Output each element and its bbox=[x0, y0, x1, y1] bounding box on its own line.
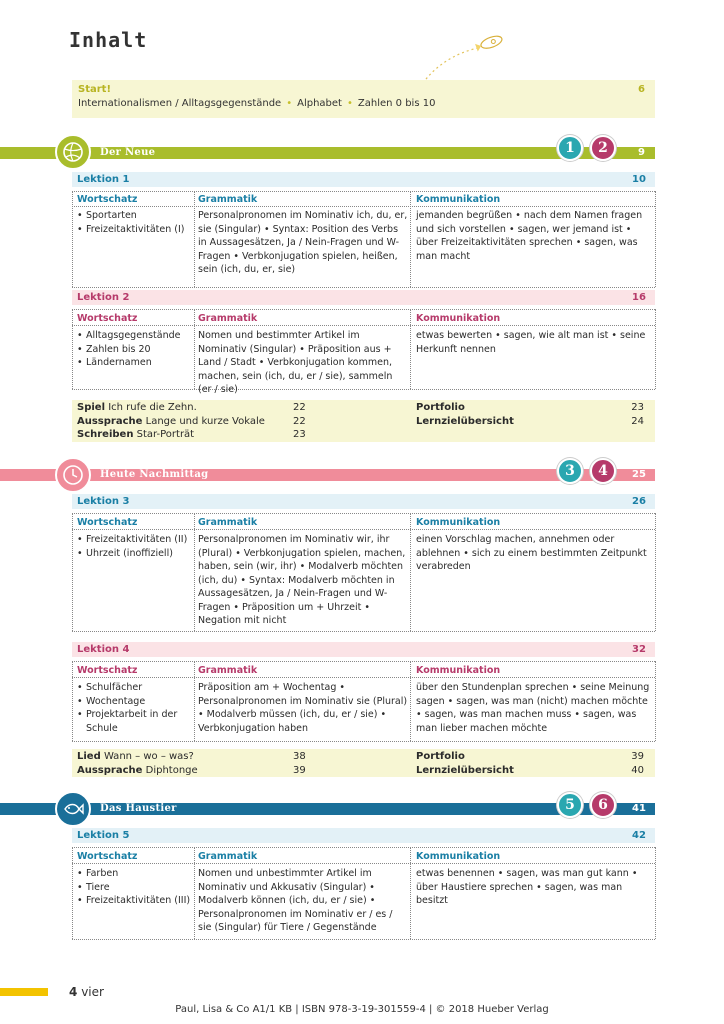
divider bbox=[194, 661, 195, 741]
lesson-page: 42 bbox=[632, 830, 646, 841]
list-item: • Schulfächer bbox=[76, 681, 192, 695]
fish-icon bbox=[55, 791, 91, 827]
extras-item: Spiel Ich rufe die Zehn. 22 bbox=[77, 402, 306, 413]
divider bbox=[194, 191, 195, 287]
chapter-number: 3 bbox=[557, 458, 583, 484]
extras-item: Portfolio 39 bbox=[416, 751, 644, 762]
lesson-title: Lektion 1 bbox=[77, 174, 130, 185]
column-header-kommunikation: Kommunikation bbox=[416, 665, 501, 676]
unit-page: 9 bbox=[638, 147, 645, 158]
list-item: • Farben bbox=[76, 867, 192, 881]
grammatik-cell: Nomen und unbestimmter Artikel im Nominativ und Akkusativ (Singular) • Modalverb können (ich, du, er / sie) • Personalpronomen im Nominativ er / es / sie (Singular) für Tiere / Gegenstände bbox=[198, 868, 393, 933]
grammatik-cell: Nomen und bestimmter Artikel im Nominativ (Singular) • Präposition aus + Land / Stadt • Verbkonjugation kommen, machen, sein (ich, du, er / sie), sammeln (er / sie) bbox=[198, 330, 393, 395]
divider bbox=[72, 206, 655, 207]
list-item: • Sportarten bbox=[76, 209, 192, 223]
chapter-number: 5 bbox=[557, 792, 583, 818]
divider bbox=[72, 847, 73, 939]
chapter-number: 2 bbox=[590, 135, 616, 161]
wortschatz-cell bbox=[76, 209, 192, 236]
extras-item: Portfolio 23 bbox=[416, 402, 644, 413]
column-header-kommunikation: Kommunikation bbox=[416, 194, 501, 205]
lesson-header bbox=[72, 290, 655, 305]
divider bbox=[72, 309, 655, 310]
start-item: Alphabet bbox=[297, 98, 342, 109]
kommunikation-cell: etwas benennen • sagen, was man gut kann • über Haustiere sprechen • sagen, was man besitzt bbox=[416, 868, 638, 906]
clock-icon bbox=[55, 457, 91, 493]
list-item: • Freizeitaktivitäten (II) bbox=[76, 533, 192, 547]
copyright-note: Paul, Lisa & Co A1/1 KB | ISBN 978-3-19-301559-4 | © 2018 Hueber Verlag bbox=[175, 1004, 549, 1015]
chapter-number: 6 bbox=[590, 792, 616, 818]
divider bbox=[655, 309, 656, 389]
lesson-page: 10 bbox=[632, 174, 646, 185]
column-header-kommunikation: Kommunikation bbox=[416, 517, 501, 528]
divider bbox=[72, 529, 655, 530]
divider bbox=[72, 309, 73, 389]
list-item: • Wochentage bbox=[76, 695, 192, 709]
list-item: • Alltagsgegenstände bbox=[76, 329, 192, 343]
column-header-grammatik: Grammatik bbox=[198, 194, 258, 205]
start-label: Start! bbox=[78, 84, 112, 95]
column-header-wortschatz: Wortschatz bbox=[77, 517, 138, 528]
column-header-grammatik: Grammatik bbox=[198, 517, 258, 528]
column-header-kommunikation: Kommunikation bbox=[416, 313, 501, 324]
divider bbox=[72, 325, 655, 326]
wortschatz-cell bbox=[76, 533, 192, 560]
divider bbox=[72, 661, 73, 741]
divider bbox=[72, 191, 655, 192]
divider bbox=[655, 661, 656, 741]
extras-item: Lied Wann – wo – was? 38 bbox=[77, 751, 306, 762]
divider bbox=[72, 939, 655, 940]
lesson-title: Lektion 4 bbox=[77, 644, 130, 655]
divider bbox=[655, 513, 656, 631]
column-header-grammatik: Grammatik bbox=[198, 313, 258, 324]
list-item: • Projektarbeit in der Schule bbox=[76, 708, 192, 735]
grammatik-cell: Präposition am + Wochentag • Personalpronomen im Nominativ sie (Plural) • Modalverb müssen (ich, du, er / sie) • Verbkonjugation haben bbox=[198, 682, 408, 734]
footer-accent-bar bbox=[0, 988, 48, 996]
column-header-kommunikation: Kommunikation bbox=[416, 851, 501, 862]
lesson-page: 16 bbox=[632, 292, 646, 303]
extras-item: Lernzielübersicht 24 bbox=[416, 415, 644, 427]
divider bbox=[72, 513, 73, 631]
list-item: • Ländernamen bbox=[76, 356, 192, 370]
kommunikation-cell: über den Stundenplan sprechen • seine Meinung sagen • sagen, was man (nicht) machen möchte • sagen, was man machen muss • sagen, was man lieber machen möchte bbox=[416, 682, 650, 734]
lesson-title: Lektion 5 bbox=[77, 830, 130, 841]
unit-title: Der Neue bbox=[100, 147, 156, 158]
list-item: • Tiere bbox=[76, 881, 192, 895]
list-item: • Freizeitaktivitäten (III) bbox=[76, 894, 192, 908]
extras-item: Lernzielübersicht 40 bbox=[416, 764, 644, 776]
divider bbox=[194, 309, 195, 389]
column-header-grammatik: Grammatik bbox=[198, 665, 258, 676]
extras-item: Schreiben Star-Porträt 23 bbox=[77, 429, 306, 440]
column-header-wortschatz: Wortschatz bbox=[77, 194, 138, 205]
list-item: • Freizeitaktivitäten (I) bbox=[76, 223, 192, 237]
page-number: 4 vier bbox=[69, 985, 104, 999]
unit-title: Das Haustier bbox=[100, 803, 177, 814]
divider bbox=[410, 661, 411, 741]
column-header-wortschatz: Wortschatz bbox=[77, 313, 138, 324]
grammatik-cell: Personalpronomen im Nominativ ich, du, er, sie (Singular) • Syntax: Position des Verbs in Aussagesätzen, Ja / Nein-Fragen und W-Fragen • Verbkonjugation spielen, heißen, sein (ich, du, er, sie) bbox=[198, 210, 408, 275]
kommunikation-cell: jemanden begrüßen • nach dem Namen fragen und sich vorstellen • sagen, wer jemand ist • über Freizeitaktivitäten sprechen • sagen, was man macht bbox=[416, 210, 643, 262]
divider bbox=[410, 191, 411, 287]
grammatik-cell: Personalpronomen im Nominativ wir, ihr (Plural) • Verbkonjugation spielen, machen, haben, sein (wir, ihr) • Modalverb möchten (ich, du) • Syntax: Modalverb möchten in Aussagesätzen, Ja / Nein-Fragen und W-Fragen • Präposition um + Uhrzeit • Negation mit nicht bbox=[198, 534, 406, 626]
lesson-header bbox=[72, 828, 655, 843]
wortschatz-cell bbox=[76, 329, 192, 370]
divider bbox=[72, 661, 655, 662]
divider bbox=[72, 513, 655, 514]
divider bbox=[655, 191, 656, 287]
list-item: • Uhrzeit (inoffiziell) bbox=[76, 547, 192, 561]
divider bbox=[194, 513, 195, 631]
lesson-title: Lektion 2 bbox=[77, 292, 130, 303]
lesson-page: 26 bbox=[632, 496, 646, 507]
divider bbox=[72, 631, 655, 632]
divider bbox=[72, 847, 655, 848]
lesson-title: Lektion 3 bbox=[77, 496, 130, 507]
start-items: Internationalismen / Alltagsgegenstände • Alphabet • Zahlen 0 bis 10 bbox=[78, 98, 436, 109]
start-item: Internationalismen / Alltagsgegenstände bbox=[78, 98, 282, 109]
divider bbox=[410, 513, 411, 631]
extras-right bbox=[416, 750, 652, 777]
volleyball-icon bbox=[55, 134, 91, 170]
divider bbox=[655, 847, 656, 939]
kommunikation-cell: einen Vorschlag machen, annehmen oder ablehnen • sich zu einem bestimmten Zeitpunkt verabreden bbox=[416, 534, 647, 572]
divider bbox=[194, 847, 195, 939]
lesson-header bbox=[72, 494, 655, 509]
extras-left bbox=[77, 401, 307, 442]
wortschatz-cell bbox=[76, 681, 192, 735]
chapter-number: 4 bbox=[590, 458, 616, 484]
divider bbox=[72, 741, 655, 742]
unit-title: Heute Nachmittag bbox=[100, 469, 209, 480]
list-item: • Zahlen bis 20 bbox=[76, 343, 192, 357]
column-header-grammatik: Grammatik bbox=[198, 851, 258, 862]
chapter-number: 1 bbox=[557, 135, 583, 161]
unit-page: 25 bbox=[632, 469, 646, 480]
divider bbox=[72, 677, 655, 678]
divider bbox=[72, 863, 655, 864]
start-item: Zahlen 0 bis 10 bbox=[357, 98, 436, 109]
lesson-page: 32 bbox=[632, 644, 646, 655]
divider bbox=[72, 287, 655, 288]
extras-item: Aussprache Diphtonge 39 bbox=[77, 764, 306, 776]
extras-item: Aussprache Lange und kurze Vokale 22 bbox=[77, 415, 306, 427]
lesson-header bbox=[72, 642, 655, 657]
unit-page: 41 bbox=[632, 803, 646, 814]
start-page: 6 bbox=[638, 84, 645, 95]
divider bbox=[410, 847, 411, 939]
lesson-header bbox=[72, 172, 655, 187]
extras-left bbox=[77, 750, 307, 777]
column-header-wortschatz: Wortschatz bbox=[77, 851, 138, 862]
divider bbox=[410, 309, 411, 389]
divider bbox=[72, 191, 73, 287]
page-title: Inhalt bbox=[69, 28, 148, 52]
kommunikation-cell: etwas bewerten • sagen, wie alt man ist • seine Herkunft nennen bbox=[416, 330, 646, 355]
extras-right bbox=[416, 401, 652, 428]
wortschatz-cell bbox=[76, 867, 192, 908]
column-header-wortschatz: Wortschatz bbox=[77, 665, 138, 676]
